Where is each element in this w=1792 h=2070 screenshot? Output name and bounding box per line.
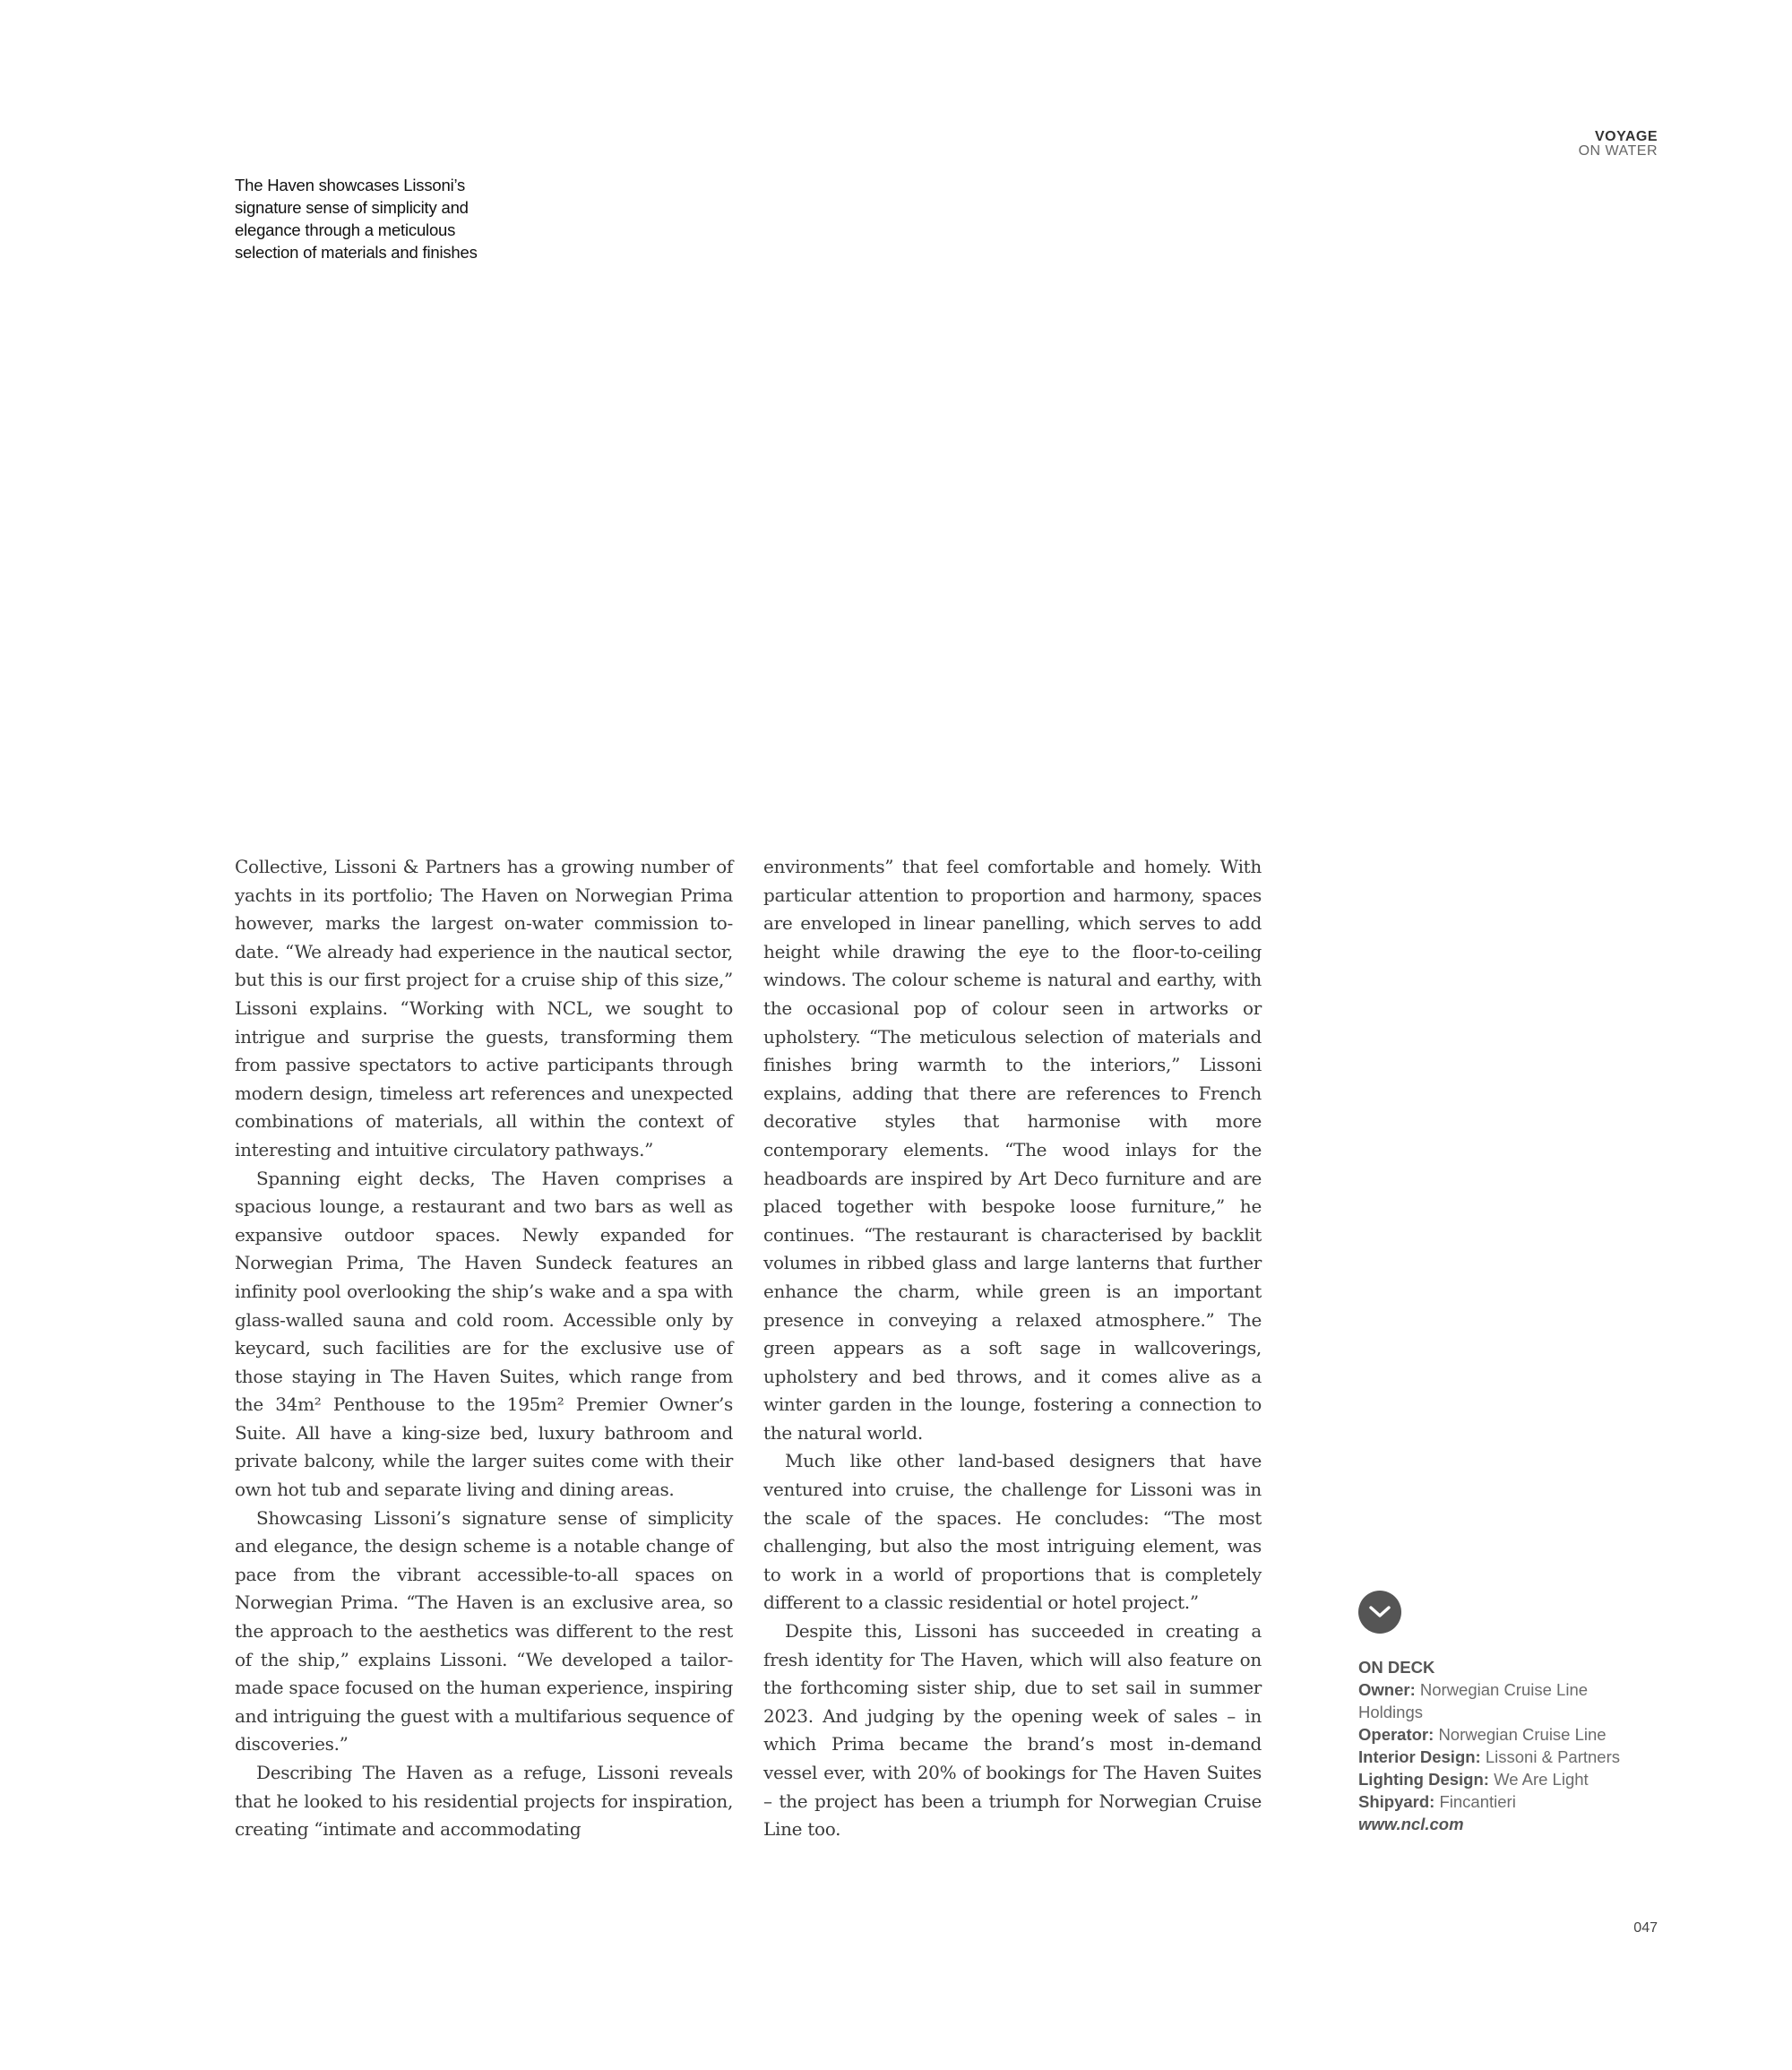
subsection-label: ON WATER: [1578, 143, 1658, 159]
on-deck-box: [1358, 1591, 1645, 1835]
paragraph: Describing The Haven as a refuge, Lissoni reveals that he looked to his residential projects for inspiration, creating “intimate and accommodating: [235, 1762, 733, 1841]
paragraph: Showcasing Lissoni’s signature sense of simplicity and elegance, the design scheme is a notable change of pace from the vibrant accessible-to-all spaces on Norwegian Prima. “The Haven is an exclusive area, so the approach to the aesthetics was different to the rest of the ship,” explains Lissoni. “We developed a tailor-made space focused on the human experience, inspiring and intriguing the guest with a multifarious sequence of discoveries.”: [235, 1506, 733, 1755]
paragraph: Collective, Lissoni & Partners has a growing number of yachts in its portfolio; The Haven on Norwegian Prima however, marks the largest on-water commission to-date. “We already had experience in the nautical sector, but this is our first project for a cruise ship of this size,” Lissoni explains. “Working with NCL, we sought to intrigue and surprise the guests, transforming them from passive spectators to active participants through modern design, timeless art references and unexpected combinations of materials, all within the context of interesting and intuitive circulatory pathways.”: [235, 856, 733, 1160]
owner-label: Owner:: [1358, 1680, 1416, 1699]
paragraph: Spanning eight decks, The Haven comprises a spacious lounge, a restaurant and two bars as well as expansive outdoor spaces. Newly expanded for Norwegian Prima, The Haven Sundeck features an infinity pool overlooking the ship’s wake and a spa with glass-walled sauna and cold room. Accessible only by keycard, such facilities are for the exclusive use of those staying in The Haven Suites, which range from the 34m² Penthouse to the 195m² Premier Owner’s Suite. All have a king-size bed, luxury bathroom and private balcony, while the larger suites come with their own hot tub and separate living and dining areas.: [235, 1167, 733, 1501]
page-number: 047: [1633, 1920, 1658, 1936]
owner-value: Norwegian Cruise Line Holdings: [1358, 1680, 1589, 1721]
paragraph: Despite this, Lissoni has succeeded in creating a fresh identity for The Haven, which will also feature on the forthcoming sister ship, due to set sail in summer 2023. And judging by the opening week of sales – in which Prima became the brand’s most in-demand vessel ever, with 20% of bookings for The Haven Suites – the project has been a triumph for Norwegian Cruise Line too.: [763, 1620, 1262, 1841]
shipyard-label: Shipyard:: [1358, 1792, 1435, 1811]
shipyard-row: [1358, 1790, 1645, 1813]
paragraph: environments” that feel comfortable and homely. With particular attention to proportion and harmony, spaces are enveloped in linear panelling, which serves to add height while drawing the eye to the floor-to-ceiling windows. The colour scheme is natural and earthy, with the occasional pop of colour seen in artworks or upholstery. “The meticulous selection of materials and finishes bring warmth to the interiors,” Lissoni explains, adding that there are references to French decorative styles that harmonise with more contemporary elements. “The wood inlays for the headboards are inspired by Art Deco furniture and are placed together with bespoke loose furniture,” he continues. “The restaurant is characterised by backlit volumes in ribbed glass and large lanterns that further enhance the charm, while green is an important presence in conveying a relaxed atmosphere.” The green appears as a soft sage in wallcoverings, upholstery and bed throws, and it comes alive as a winter garden in the lounge, fostering a connection to the natural world.: [763, 856, 1262, 1444]
chevron-down-icon: [1358, 1591, 1401, 1634]
operator-label: Operator:: [1358, 1725, 1434, 1744]
website-link[interactable]: www.ncl.com: [1358, 1815, 1464, 1833]
interior-design-row: [1358, 1746, 1645, 1768]
section-label: VOYAGE: [1595, 129, 1658, 144]
on-deck-title: ON DECK: [1358, 1658, 1435, 1677]
article-column-2: [763, 853, 1262, 1844]
photo-caption: The Haven showcases Lissoni’s signature sense of simplicity and elegance through a meticulous selection of materials and finishes: [235, 176, 478, 262]
paragraph: Much like other land-based designers that have ventured into cruise, the challenge for Lissoni was in the scale of the spaces. He concludes: “The most challenging, but also the most intriguing element, was to work in a world of proportions that is completely different to a classic residential or hotel project.”: [763, 1450, 1262, 1614]
lighting-design-value: We Are Light: [1494, 1770, 1589, 1789]
interior-design-value: Lissoni & Partners: [1485, 1747, 1620, 1766]
interior-design-label: Interior Design:: [1358, 1747, 1481, 1766]
operator-row: [1358, 1723, 1645, 1746]
running-header: [1579, 130, 1658, 159]
shipyard-value: Fincantieri: [1439, 1792, 1516, 1811]
lighting-design-row: [1358, 1768, 1645, 1790]
owner-row: [1358, 1678, 1645, 1723]
article-column-1: [235, 853, 733, 1844]
lighting-design-label: Lighting Design:: [1358, 1770, 1489, 1789]
operator-value: Norwegian Cruise Line: [1438, 1725, 1607, 1744]
